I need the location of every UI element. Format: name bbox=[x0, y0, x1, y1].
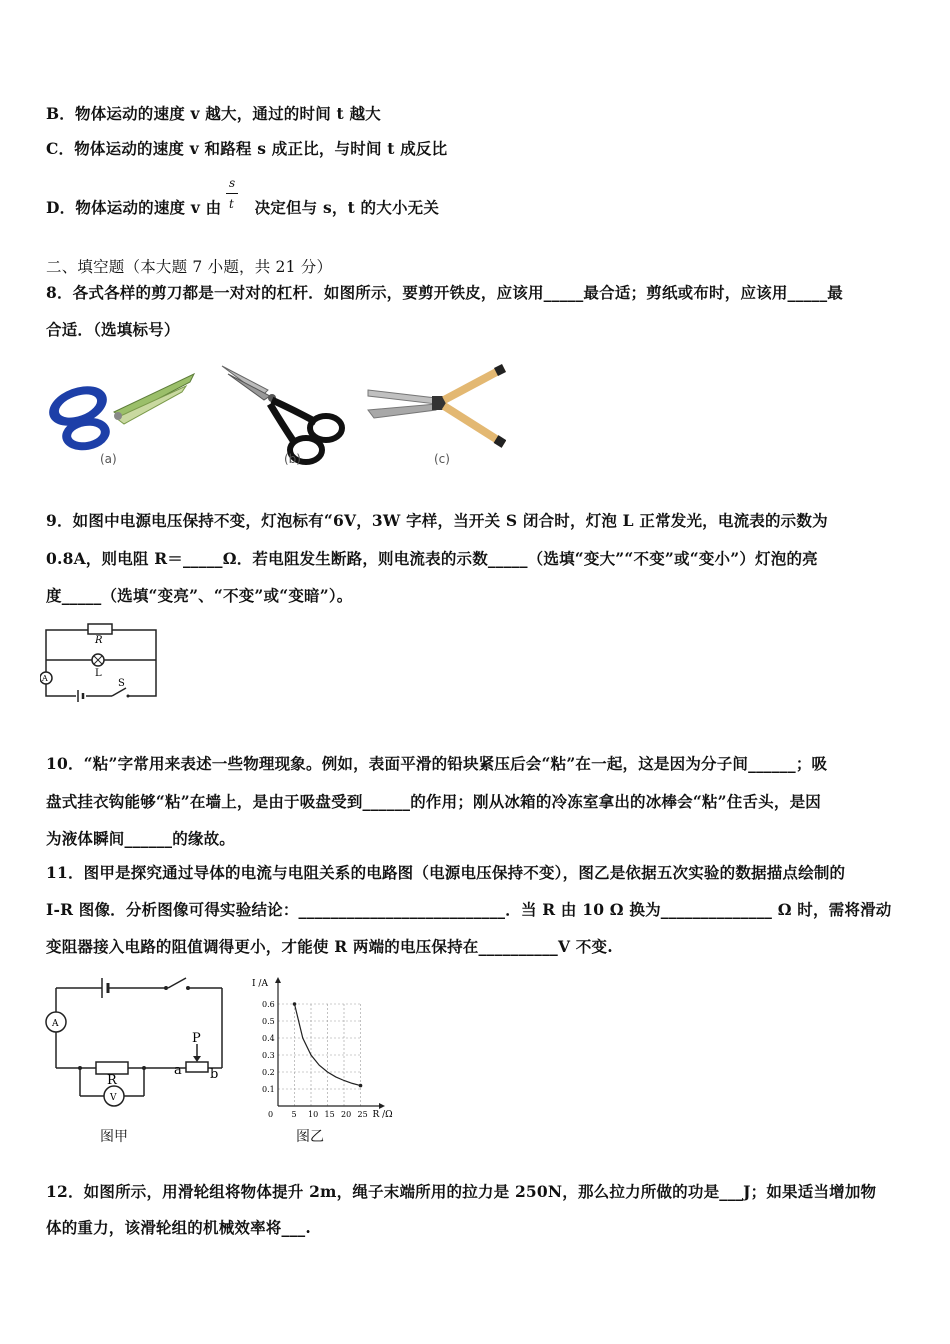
svg-text:P: P bbox=[192, 1031, 201, 1046]
resistor-symbol bbox=[88, 624, 112, 634]
option-b: B．物体运动的速度 v 越大，通过的时间 t 越大 bbox=[46, 104, 381, 123]
label-l: L bbox=[95, 668, 102, 679]
q11-line1: 11．图甲是探究通过导体的电流与电阻关系的电路图（电源电压保持不变），图乙是依据五次实验的数据描点绘制的 bbox=[46, 863, 846, 882]
x-tick-label: 20 bbox=[341, 1110, 352, 1119]
ir-graph-svg bbox=[248, 976, 408, 1122]
option-d bbox=[46, 196, 439, 218]
q9-circuit-diagram bbox=[40, 620, 164, 706]
x-tick-label: 10 bbox=[308, 1110, 319, 1119]
data-point-end bbox=[359, 1084, 363, 1088]
q9-line2: 0.8A，则电阻 R＝_____Ω．若电阻发生断路，则电流表的示数_____（选填“变大”“不变”或“变小”）灯泡的亮 bbox=[46, 549, 818, 568]
fraction-denominator: t bbox=[229, 197, 234, 211]
y-tick-label: 0.2 bbox=[262, 1068, 275, 1077]
figure-a-caption: 图甲 bbox=[100, 1129, 128, 1145]
svg-text:a: a bbox=[174, 1063, 182, 1078]
scissors-figure bbox=[44, 360, 506, 472]
figure-b-chart bbox=[248, 976, 408, 1150]
q11-line3: 变阻器接入电路的阻值调得更小，才能使 R 两端的电压保持在__________V 不变. bbox=[46, 937, 613, 956]
q11-line2: I-R 图像．分析图像可得实验结论：__________________________．当 R 由 10 Ω 换为______________ Ω 时，需将滑动 bbox=[46, 900, 892, 919]
switch-blade bbox=[168, 978, 186, 988]
x-tick-label: 15 bbox=[324, 1110, 335, 1119]
label-s: S bbox=[118, 678, 125, 689]
y-tick-label: 0.5 bbox=[262, 1017, 275, 1026]
q12-line1: 12．如图所示，用滑轮组将物体提升 2m，绳子末端所用的拉力是 250N，那么拉力所做的功是___J；如果适当增加物 bbox=[46, 1182, 877, 1201]
y-tick-label: 0.6 bbox=[262, 1000, 275, 1009]
svg-text:A: A bbox=[52, 1019, 59, 1029]
option-d-post: 决定但与 s，t 的大小无关 bbox=[254, 198, 440, 217]
data-point-start bbox=[293, 1002, 297, 1006]
x-tick-label: 25 bbox=[357, 1110, 368, 1119]
x-tick-label: 0 bbox=[268, 1110, 274, 1119]
q12-line2: 体的重力，该滑轮组的机械效率将___. bbox=[46, 1218, 311, 1237]
q10-line1: 10．“粘”字常用来表述一些物理现象。例如，表面平滑的铅块紧压后会“粘”在一起，这是因为分子间______；吸 bbox=[46, 754, 828, 773]
y-axis-arrow bbox=[275, 977, 281, 983]
label-b: (b) bbox=[284, 452, 301, 466]
fraction-numerator: s bbox=[229, 176, 236, 190]
scissors-a-image bbox=[44, 374, 194, 454]
section-title: 二、填空题（本大题 7 小题，共 21 分） bbox=[46, 258, 333, 276]
label-r: R bbox=[95, 635, 103, 646]
option-d-pre: D．物体运动的速度 v 由 bbox=[46, 198, 222, 217]
figure-a-circuit bbox=[44, 974, 232, 1150]
x-tick-label: 5 bbox=[291, 1110, 297, 1119]
q9-line1: 9．如图中电源电压保持不变，灯泡标有“6V，3W 字样，当开关 S 闭合时，灯泡 L 正常发光，电流表的示数为 bbox=[46, 511, 828, 530]
x-axis-arrow bbox=[379, 1103, 385, 1109]
y-axis-label: I /A bbox=[252, 979, 268, 989]
y-tick-label: 0.4 bbox=[262, 1034, 275, 1043]
label-c: (c) bbox=[434, 452, 450, 466]
svg-text:V: V bbox=[110, 1093, 117, 1103]
figure-b-caption: 图乙 bbox=[296, 1129, 324, 1145]
scissors-c-image bbox=[368, 368, 504, 444]
svg-text:b: b bbox=[210, 1067, 219, 1082]
q8-line2: 合适．（选填标号） bbox=[46, 320, 180, 339]
y-tick-label: 0.1 bbox=[262, 1085, 275, 1094]
scissors-b-image bbox=[222, 366, 342, 462]
x-axis-label: R /Ω bbox=[372, 1110, 393, 1120]
label-a: (a) bbox=[100, 452, 117, 466]
q9-line3: 度_____（选填“变亮”、“不变”或“变暗”）。 bbox=[46, 586, 353, 605]
q10-line2: 盘式挂衣钩能够“粘”在墙上，是由于吸盘受到______的作用；刚从冰箱的冷冻室拿出的冰棒会“粘”住舌头，是因 bbox=[46, 792, 821, 811]
label-ammeter: A bbox=[42, 674, 48, 683]
option-c: C．物体运动的速度 v 和路程 s 成正比，与时间 t 成反比 bbox=[46, 139, 448, 158]
q8-line1: 8．各式各样的剪刀都是一对对的杠杆．如图所示，要剪开铁皮，应该用_____最合适；剪纸或布时，应该用_____最 bbox=[46, 283, 843, 302]
rheostat-symbol bbox=[186, 1062, 208, 1072]
fraction-bar bbox=[226, 193, 238, 194]
svg-text:R: R bbox=[107, 1073, 117, 1088]
y-tick-label: 0.3 bbox=[262, 1051, 275, 1060]
q10-line3: 为液体瞬间______的缘故。 bbox=[46, 829, 236, 848]
